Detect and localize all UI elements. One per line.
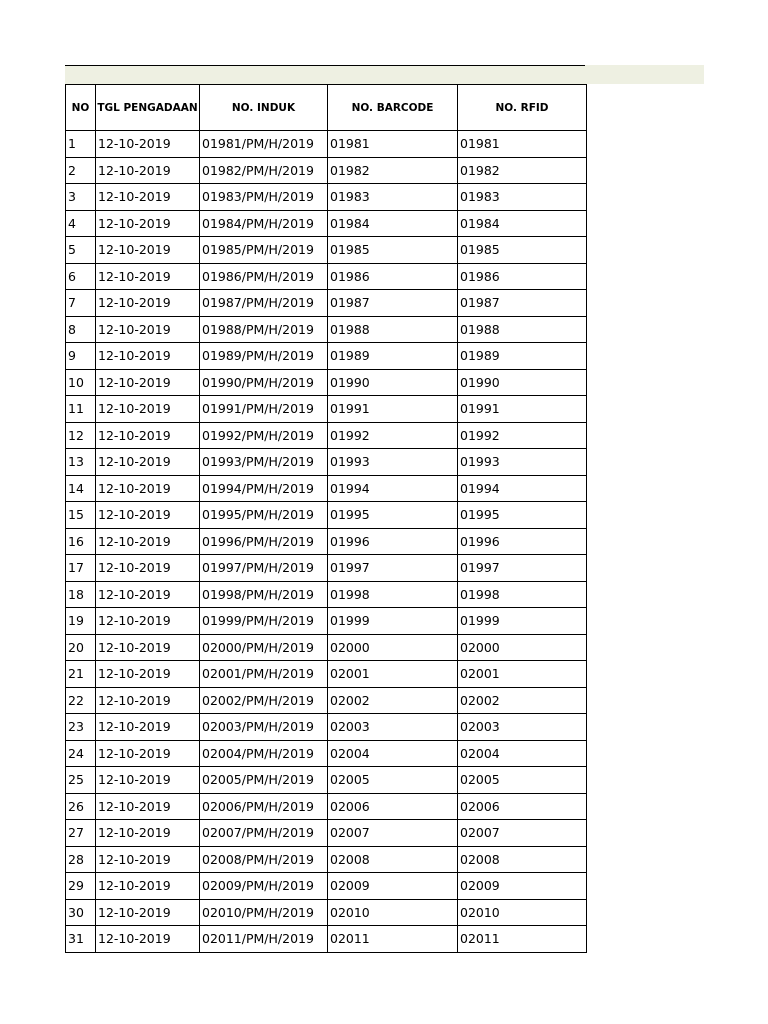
cell-no: 28: [66, 846, 96, 873]
table-row: [66, 634, 587, 661]
table-row: [66, 502, 587, 529]
table-row: [66, 157, 587, 184]
cell-no-rfid: 01994: [458, 475, 587, 502]
table-row: [66, 263, 587, 290]
cell-no-barcode: 01981: [328, 131, 458, 158]
inventory-table: [65, 84, 587, 953]
cell-no-barcode: 02001: [328, 661, 458, 688]
cell-tgl-pengadaan: 12-10-2019: [96, 634, 200, 661]
cell-no-rfid: 02006: [458, 793, 587, 820]
cell-no-barcode: 01993: [328, 449, 458, 476]
table-row: [66, 820, 587, 847]
cell-no-barcode: 01985: [328, 237, 458, 264]
table-row: [66, 873, 587, 900]
cell-no: 7: [66, 290, 96, 317]
cell-no-induk: 02010/PM/H/2019: [200, 899, 328, 926]
cell-no-barcode: 01991: [328, 396, 458, 423]
cell-tgl-pengadaan: 12-10-2019: [96, 581, 200, 608]
table-row: [66, 396, 587, 423]
cell-no-rfid: 02007: [458, 820, 587, 847]
cell-no: 5: [66, 237, 96, 264]
cell-no-barcode: 02011: [328, 926, 458, 953]
cell-no: 14: [66, 475, 96, 502]
cell-no: 10: [66, 369, 96, 396]
cell-no: 26: [66, 793, 96, 820]
table-row: [66, 661, 587, 688]
cell-no: 24: [66, 740, 96, 767]
cell-no: 12: [66, 422, 96, 449]
cell-tgl-pengadaan: 12-10-2019: [96, 184, 200, 211]
header-no-barcode: NO. BARCODE: [328, 85, 458, 131]
table-row: [66, 369, 587, 396]
title-border: [65, 65, 585, 66]
table-row: [66, 793, 587, 820]
cell-no-barcode: 01982: [328, 157, 458, 184]
cell-no-barcode: 01995: [328, 502, 458, 529]
cell-no-rfid: 02004: [458, 740, 587, 767]
table-row: [66, 581, 587, 608]
cell-no-rfid: 02003: [458, 714, 587, 741]
cell-no-barcode: 01984: [328, 210, 458, 237]
cell-no-rfid: 02008: [458, 846, 587, 873]
table-row: [66, 316, 587, 343]
cell-tgl-pengadaan: 12-10-2019: [96, 661, 200, 688]
table-row: [66, 449, 587, 476]
cell-no: 31: [66, 926, 96, 953]
cell-no-barcode: 01989: [328, 343, 458, 370]
cell-no-rfid: 01998: [458, 581, 587, 608]
cell-tgl-pengadaan: 12-10-2019: [96, 263, 200, 290]
cell-no-barcode: 02003: [328, 714, 458, 741]
cell-no-induk: 02006/PM/H/2019: [200, 793, 328, 820]
cell-tgl-pengadaan: 12-10-2019: [96, 740, 200, 767]
cell-no: 29: [66, 873, 96, 900]
cell-no-rfid: 01992: [458, 422, 587, 449]
cell-tgl-pengadaan: 12-10-2019: [96, 131, 200, 158]
cell-no-barcode: 01987: [328, 290, 458, 317]
cell-no-induk: 01988/PM/H/2019: [200, 316, 328, 343]
cell-no-rfid: 01987: [458, 290, 587, 317]
cell-tgl-pengadaan: 12-10-2019: [96, 767, 200, 794]
cell-no: 11: [66, 396, 96, 423]
cell-no-rfid: 01982: [458, 157, 587, 184]
cell-no: 4: [66, 210, 96, 237]
cell-tgl-pengadaan: 12-10-2019: [96, 316, 200, 343]
cell-no-induk: 01985/PM/H/2019: [200, 237, 328, 264]
cell-no-induk: 02000/PM/H/2019: [200, 634, 328, 661]
cell-no-rfid: 01990: [458, 369, 587, 396]
table-row: [66, 343, 587, 370]
cell-tgl-pengadaan: 12-10-2019: [96, 369, 200, 396]
table-row: [66, 210, 587, 237]
cell-tgl-pengadaan: 12-10-2019: [96, 475, 200, 502]
cell-no-rfid: 02002: [458, 687, 587, 714]
cell-no-induk: 01989/PM/H/2019: [200, 343, 328, 370]
cell-tgl-pengadaan: 12-10-2019: [96, 926, 200, 953]
cell-no: 30: [66, 899, 96, 926]
header-row: [66, 85, 587, 131]
cell-tgl-pengadaan: 12-10-2019: [96, 502, 200, 529]
cell-no-barcode: 02004: [328, 740, 458, 767]
table-row: [66, 237, 587, 264]
cell-no: 3: [66, 184, 96, 211]
cell-no-induk: 02011/PM/H/2019: [200, 926, 328, 953]
table-row: [66, 475, 587, 502]
cell-no: 27: [66, 820, 96, 847]
cell-tgl-pengadaan: 12-10-2019: [96, 210, 200, 237]
table-row: [66, 926, 587, 953]
table-row: [66, 608, 587, 635]
cell-no-barcode: 01988: [328, 316, 458, 343]
cell-no-rfid: 01984: [458, 210, 587, 237]
cell-tgl-pengadaan: 12-10-2019: [96, 899, 200, 926]
header-no-induk: NO. INDUK: [200, 85, 328, 131]
table-row: [66, 290, 587, 317]
cell-tgl-pengadaan: 12-10-2019: [96, 555, 200, 582]
cell-no-induk: 01983/PM/H/2019: [200, 184, 328, 211]
cell-no-barcode: 02007: [328, 820, 458, 847]
cell-no-induk: 01990/PM/H/2019: [200, 369, 328, 396]
cell-no-induk: 01993/PM/H/2019: [200, 449, 328, 476]
cell-no-rfid: 02011: [458, 926, 587, 953]
cell-no-rfid: 01997: [458, 555, 587, 582]
title-band: [65, 65, 704, 84]
cell-no-rfid: 02001: [458, 661, 587, 688]
cell-no-rfid: 02009: [458, 873, 587, 900]
cell-no: 20: [66, 634, 96, 661]
cell-no-rfid: 01981: [458, 131, 587, 158]
table-row: [66, 422, 587, 449]
cell-no-rfid: 01991: [458, 396, 587, 423]
table-row: [66, 846, 587, 873]
cell-no-barcode: 01990: [328, 369, 458, 396]
cell-no-rfid: 02000: [458, 634, 587, 661]
cell-no-rfid: 01986: [458, 263, 587, 290]
cell-no: 15: [66, 502, 96, 529]
cell-tgl-pengadaan: 12-10-2019: [96, 237, 200, 264]
cell-no: 6: [66, 263, 96, 290]
cell-no-induk: 01987/PM/H/2019: [200, 290, 328, 317]
cell-no-induk: 02003/PM/H/2019: [200, 714, 328, 741]
cell-tgl-pengadaan: 12-10-2019: [96, 793, 200, 820]
table-row: [66, 714, 587, 741]
cell-no-barcode: 01999: [328, 608, 458, 635]
cell-no: 19: [66, 608, 96, 635]
cell-no-barcode: 01992: [328, 422, 458, 449]
cell-no-induk: 01981/PM/H/2019: [200, 131, 328, 158]
header-no-rfid: NO. RFID: [458, 85, 587, 131]
table-row: [66, 767, 587, 794]
cell-no-barcode: 01996: [328, 528, 458, 555]
cell-no-rfid: 01989: [458, 343, 587, 370]
cell-no-rfid: 01993: [458, 449, 587, 476]
cell-no-barcode: 01983: [328, 184, 458, 211]
cell-no-rfid: 01996: [458, 528, 587, 555]
cell-no-induk: 01995/PM/H/2019: [200, 502, 328, 529]
table-row: [66, 687, 587, 714]
cell-no: 23: [66, 714, 96, 741]
cell-no: 16: [66, 528, 96, 555]
cell-no: 2: [66, 157, 96, 184]
cell-no-induk: 01984/PM/H/2019: [200, 210, 328, 237]
cell-no-induk: 01994/PM/H/2019: [200, 475, 328, 502]
cell-no-barcode: 02006: [328, 793, 458, 820]
cell-no: 9: [66, 343, 96, 370]
cell-no: 18: [66, 581, 96, 608]
cell-tgl-pengadaan: 12-10-2019: [96, 343, 200, 370]
cell-no-barcode: 01994: [328, 475, 458, 502]
cell-tgl-pengadaan: 12-10-2019: [96, 290, 200, 317]
cell-no-rfid: 01999: [458, 608, 587, 635]
table-row: [66, 740, 587, 767]
table-row: [66, 184, 587, 211]
cell-tgl-pengadaan: 12-10-2019: [96, 528, 200, 555]
cell-tgl-pengadaan: 12-10-2019: [96, 873, 200, 900]
header-tgl-pengadaan: TGL PENGADAAN: [96, 85, 200, 131]
cell-tgl-pengadaan: 12-10-2019: [96, 608, 200, 635]
table-row: [66, 555, 587, 582]
cell-no-barcode: 02008: [328, 846, 458, 873]
cell-no-induk: 01996/PM/H/2019: [200, 528, 328, 555]
cell-no: 1: [66, 131, 96, 158]
cell-no-rfid: 01985: [458, 237, 587, 264]
header-no: NO: [66, 85, 96, 131]
table-row: [66, 528, 587, 555]
cell-no-rfid: 02010: [458, 899, 587, 926]
cell-no-induk: 01997/PM/H/2019: [200, 555, 328, 582]
cell-no-barcode: 01998: [328, 581, 458, 608]
cell-no: 17: [66, 555, 96, 582]
cell-tgl-pengadaan: 12-10-2019: [96, 820, 200, 847]
cell-tgl-pengadaan: 12-10-2019: [96, 396, 200, 423]
cell-no: 21: [66, 661, 96, 688]
cell-no-induk: 02005/PM/H/2019: [200, 767, 328, 794]
cell-no-induk: 01991/PM/H/2019: [200, 396, 328, 423]
cell-no-barcode: 02000: [328, 634, 458, 661]
cell-no-induk: 01986/PM/H/2019: [200, 263, 328, 290]
cell-no-induk: 02007/PM/H/2019: [200, 820, 328, 847]
cell-no: 8: [66, 316, 96, 343]
cell-no-barcode: 01986: [328, 263, 458, 290]
cell-tgl-pengadaan: 12-10-2019: [96, 449, 200, 476]
cell-no-induk: 01982/PM/H/2019: [200, 157, 328, 184]
cell-tgl-pengadaan: 12-10-2019: [96, 846, 200, 873]
cell-no-rfid: 02005: [458, 767, 587, 794]
cell-no-induk: 02001/PM/H/2019: [200, 661, 328, 688]
table-row: [66, 131, 587, 158]
cell-no: 13: [66, 449, 96, 476]
table-row: [66, 899, 587, 926]
cell-no-rfid: 01983: [458, 184, 587, 211]
cell-no-rfid: 01988: [458, 316, 587, 343]
table-body: [66, 131, 587, 953]
cell-no: 25: [66, 767, 96, 794]
cell-tgl-pengadaan: 12-10-2019: [96, 422, 200, 449]
cell-no-induk: 02009/PM/H/2019: [200, 873, 328, 900]
cell-no-induk: 01998/PM/H/2019: [200, 581, 328, 608]
cell-no-barcode: 02009: [328, 873, 458, 900]
cell-no-induk: 02002/PM/H/2019: [200, 687, 328, 714]
cell-tgl-pengadaan: 12-10-2019: [96, 714, 200, 741]
cell-tgl-pengadaan: 12-10-2019: [96, 687, 200, 714]
cell-no-barcode: 02002: [328, 687, 458, 714]
cell-no: 22: [66, 687, 96, 714]
cell-no-induk: 01992/PM/H/2019: [200, 422, 328, 449]
cell-no-induk: 02004/PM/H/2019: [200, 740, 328, 767]
cell-no-barcode: 02005: [328, 767, 458, 794]
cell-no-barcode: 01997: [328, 555, 458, 582]
cell-no-induk: 02008/PM/H/2019: [200, 846, 328, 873]
cell-tgl-pengadaan: 12-10-2019: [96, 157, 200, 184]
cell-no-induk: 01999/PM/H/2019: [200, 608, 328, 635]
cell-no-barcode: 02010: [328, 899, 458, 926]
cell-no-rfid: 01995: [458, 502, 587, 529]
